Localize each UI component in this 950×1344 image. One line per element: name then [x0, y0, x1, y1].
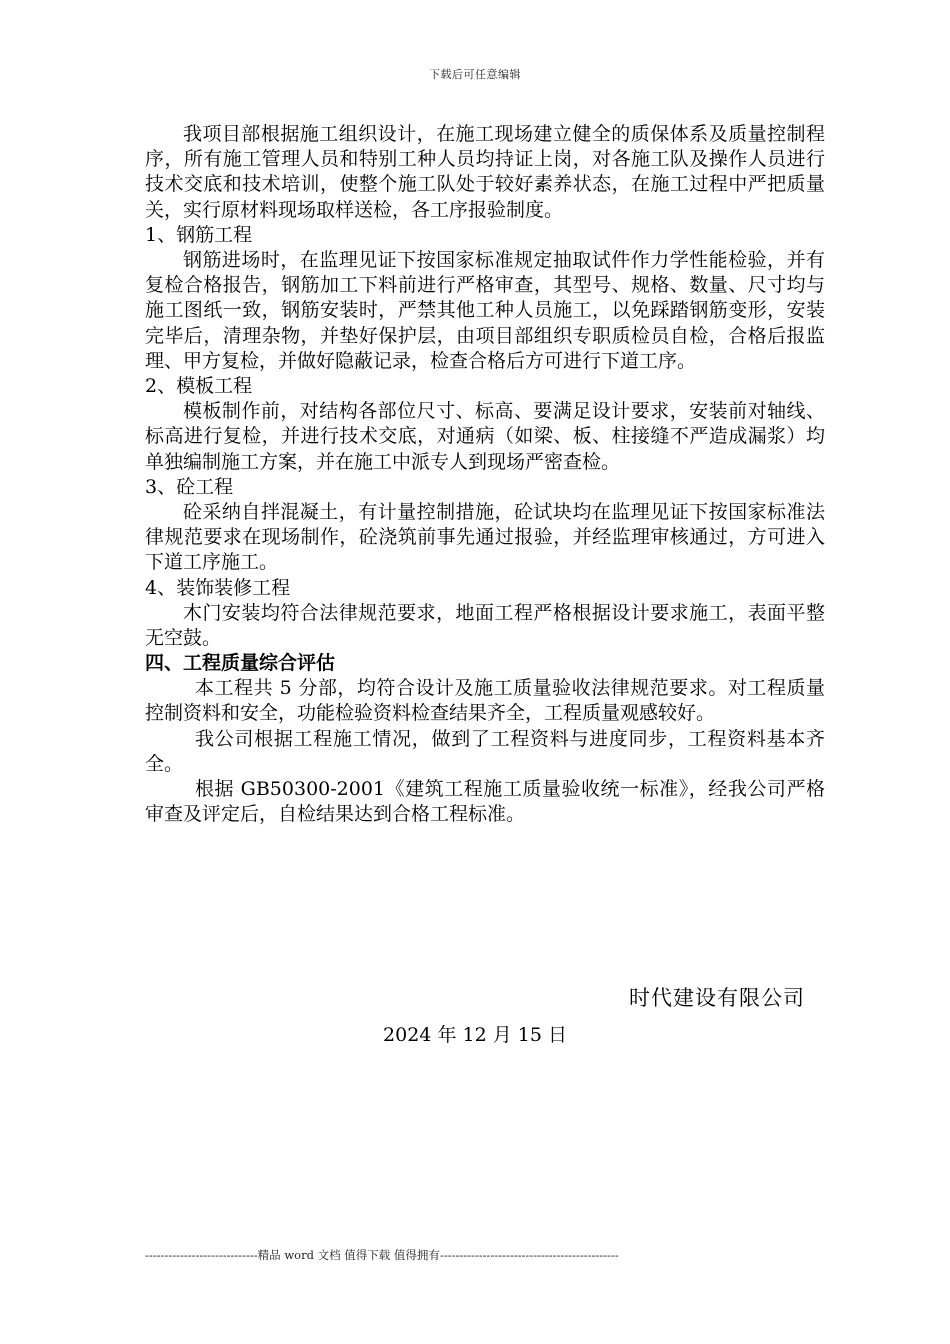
item-text-decoration: 木门安装均符合法律规范要求，地面工程严格根据设计要求施工，表面平整无空鼓。	[145, 601, 825, 650]
item-title-formwork: 2、模板工程	[145, 375, 253, 398]
item-title-concrete: 3、砼工程	[145, 475, 234, 498]
footer-note: -----------------------------精品 word 文档 值得下载 值得拥有----------------------------------------------	[145, 1248, 619, 1262]
signature-date: 2024 年 12 月 15 日	[383, 1024, 567, 1046]
assessment-paragraph-2: 我公司根据工程施工情况，做到了工程资料与进度同步，工程资料基本齐全。	[145, 727, 825, 775]
intro-paragraph: 我项目部根据施工组织设计，在施工现场建立健全的质保体系及质量控制程序，所有施工管理人员和特别工种人员均持证上岗，对各施工队及操作人员进行技术交底和技术培训，使整个施工队处于较好素养状态，在施工过程中严把质量关，实行原材料现场取样送检，各工序报验制度。	[145, 123, 825, 221]
assessment-paragraph-1: 本工程共 5 分部，均符合设计及施工质量验收法律规范要求。对工程质量控制资料和安全，功能检验资料检查结果齐全，工程质量观感较好。	[145, 677, 825, 725]
assessment-paragraph-3: 根据 GB50300-2001《建筑工程施工质量验收统一标准》，经我公司严格审查及评定后，自检结果达到合格工程标准。	[145, 778, 825, 826]
item-text-concrete: 砼采纳自拌混凝土，有计量控制措施，砼试块均在监理见证下按国家标准法律规范要求在现场制作，砼浇筑前事先通过报验，并经监理审核通过，方可进入下道工序施工。	[145, 501, 825, 574]
item-title-decoration: 4、装饰装修工程	[145, 576, 291, 599]
header-note: 下载后可任意编辑	[429, 68, 521, 81]
item-title-rebar: 1、钢筋工程	[145, 223, 253, 246]
item-text-formwork: 模板制作前，对结构各部位尺寸、标高、要满足设计要求，安装前对轴线、标高进行复检，并进行技术交底，对通病（如梁、板、柱接缝不严造成漏浆）均单独编制施工方案，并在施工中派专人到现场严密查检。	[145, 400, 825, 473]
document-body	[145, 122, 825, 827]
item-text-rebar: 钢筋进场时，在监理见证下按国家标准规定抽取试件作力学性能检验，并有复检合格报告，钢筋加工下料前进行严格审查，其型号、规格、数量、尺寸均与施工图纸一致，钢筋安装时，严禁其他工种人员施工，以免踩踏钢筋变形，安装完毕后，清理杂物，并垫好保护层，由项目部组织专职质检员自检，合格后报监理、甲方复检，并做好隐蔽记录，检查合格后方可进行下道工序。	[145, 249, 825, 372]
section-heading: 四、工程质量综合评估	[145, 652, 336, 675]
signature-company: 时代建设有限公司	[629, 986, 805, 1010]
